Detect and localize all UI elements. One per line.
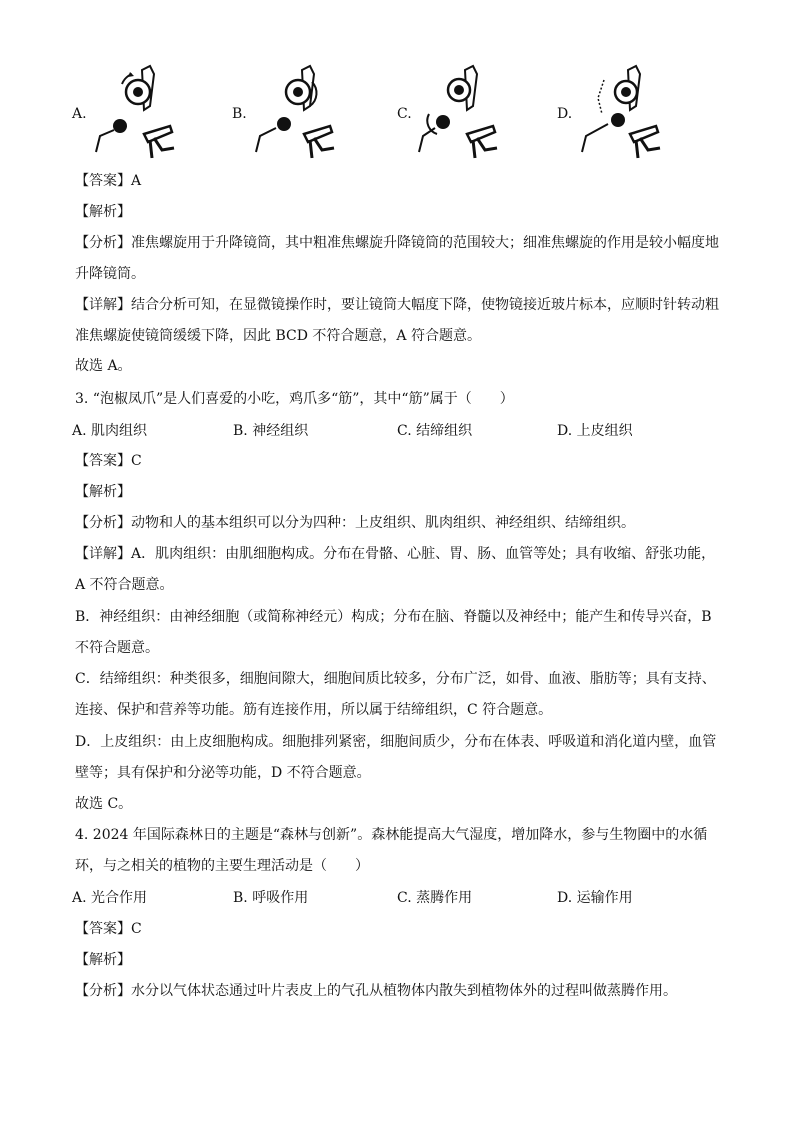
q4-option-d: D. 运输作用 <box>557 890 633 906</box>
q2-choice: 故选 A。 <box>75 358 132 374</box>
q3-answer: 【答案】C <box>75 453 142 469</box>
q4-stem: 4. 2024 年国际森林日的主题是“森林与创新”。森林能提高大气湿度，增加降水，参与生物圈中的水循环，与之相关的植物的主要生理活动是（ ） <box>75 827 708 874</box>
q3-option-d: D. 上皮组织 <box>557 423 633 439</box>
q2-answer: 【答案】A <box>75 173 142 189</box>
q4-answer: 【答案】C <box>75 921 142 937</box>
q4-analysis-heading: 【解析】 <box>75 952 131 968</box>
q3-option-c: C. 结缔组织 <box>397 423 473 439</box>
q2-analysis-heading: 【解析】 <box>75 204 131 220</box>
figure-option-c-label: C. <box>397 106 412 122</box>
figure-option-b-label: B. <box>232 106 247 122</box>
q2-fenxi: 【分析】准焦螺旋用于升降镜筒，其中粗准焦螺旋升降镜筒的范围较大；细准焦螺旋的作用是较小幅度地升降镜筒。 <box>75 235 719 282</box>
q4-option-a: A. 光合作用 <box>72 890 148 906</box>
q3-detail-a: 【详解】A．肌肉组织：由肌细胞构成。分布在骨骼、心脏、胃、肠、血管等处；具有收缩、舒张功能，A 不符合题意。 <box>75 546 716 593</box>
q4-option-b: B. 呼吸作用 <box>233 890 309 906</box>
q3-analysis-heading: 【解析】 <box>75 484 131 500</box>
figure-option-d-label: D. <box>557 106 573 122</box>
microscope-figure-b <box>252 62 352 162</box>
q3-option-a: A. 肌肉组织 <box>72 423 148 439</box>
q2-xiangjie: 【详解】结合分析可知，在显微镜操作时，要让镜筒大幅度下降，使物镜接近玻片标本，应顺时针转动粗准焦螺旋使镜筒缓缓下降，因此 BCD 不符合题意，A 符合题意。 <box>75 297 719 344</box>
q3-detail-c: C．结缔组织：种类很多，细胞间隙大，细胞间质比较多，分布广泛，如骨、血液、脂肪等；具有支持、连接、保护和营养等功能。筋有连接作用，所以属于结缔组织，C 符合题意。 <box>75 671 716 718</box>
q3-fenxi: 【分析】动物和人的基本组织可以分为四种：上皮组织、肌肉组织、神经组织、结缔组织。 <box>75 515 635 531</box>
q3-detail-b: B．神经组织：由神经细胞（或简称神经元）构成；分布在脑、脊髓以及神经中；能产生和传导兴奋，B 不符合题意。 <box>75 609 712 656</box>
microscope-figure-a <box>92 62 192 162</box>
q3-choice: 故选 C。 <box>75 796 133 812</box>
q4-fenxi: 【分析】水分以气体状态通过叶片表皮上的气孔从植物体内散失到植物体外的过程叫做蒸腾作用。 <box>75 983 677 999</box>
q3-option-b: B. 神经组织 <box>233 423 309 439</box>
q3-stem: 3. “泡椒凤爪”是人们喜爱的小吃，鸡爪多“筋”，其中“筋”属于（ ） <box>75 391 514 407</box>
microscope-figure-c <box>415 62 515 162</box>
q3-detail-d: D．上皮组织：由上皮细胞构成。细胞排列紧密，细胞间质少，分布在体表、呼吸道和消化道内壁，血管壁等；具有保护和分泌等功能，D 不符合题意。 <box>75 734 717 781</box>
figure-option-a-label: A. <box>72 106 87 122</box>
microscope-figure-d <box>578 62 678 162</box>
q4-option-c: C. 蒸腾作用 <box>397 890 473 906</box>
